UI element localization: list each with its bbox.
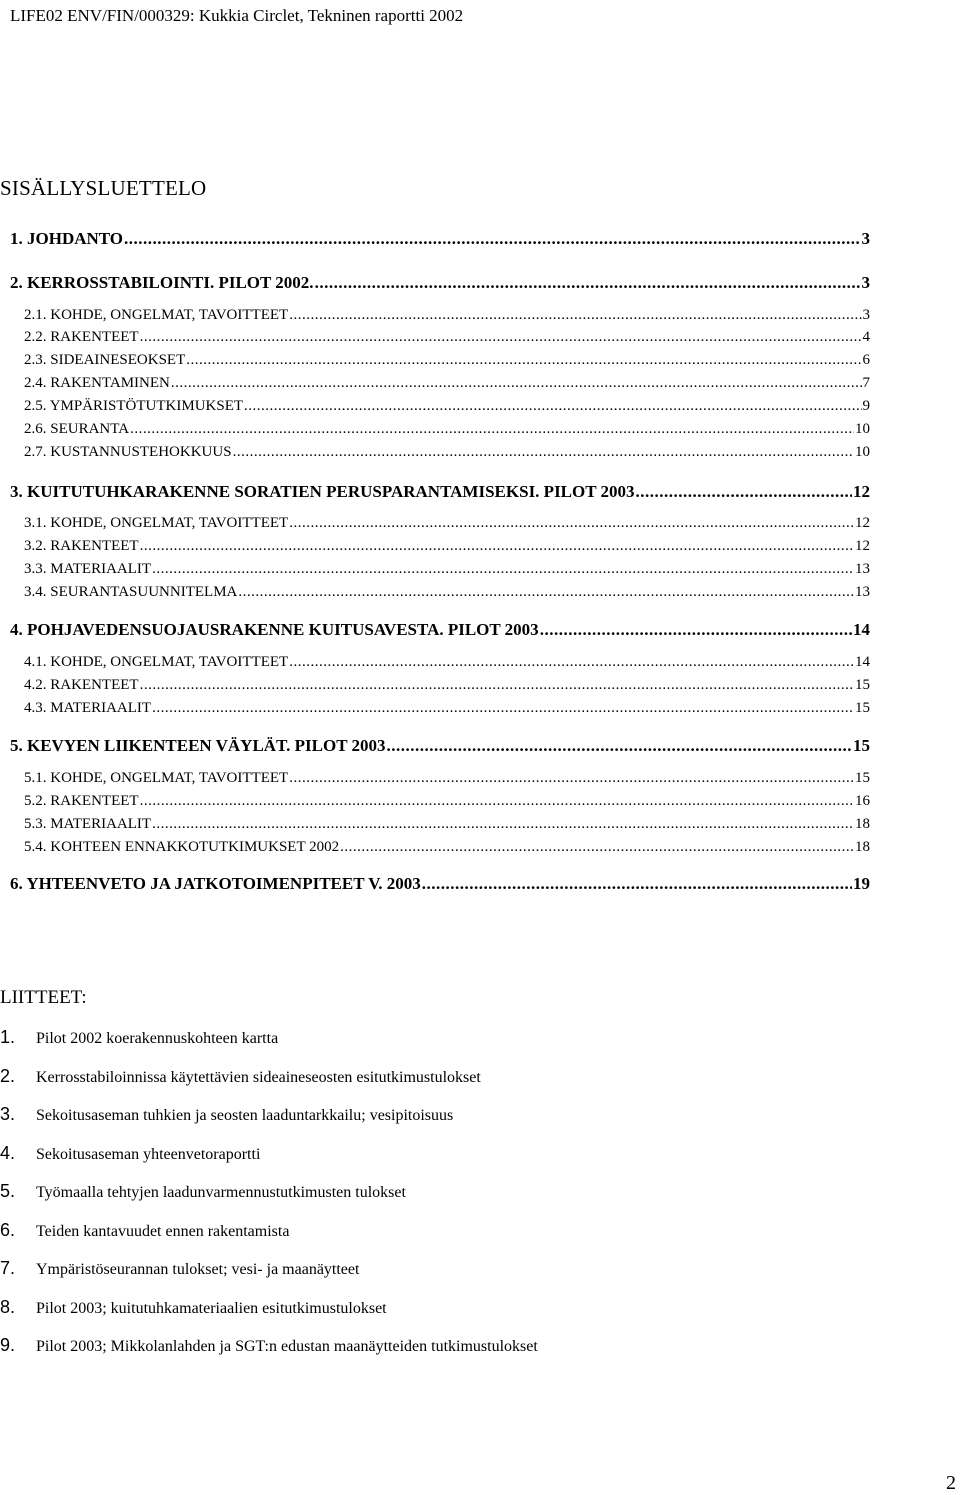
toc-dot-leader	[124, 229, 860, 249]
appendix-item	[0, 1258, 359, 1279]
toc-dot-leader	[152, 561, 854, 578]
toc-entry-page: 15	[853, 736, 870, 755]
appendix-text: Teiden kantavuudet ennen rakentamista	[36, 1223, 290, 1240]
toc-entry-title: 4.3. MATERIAALIT	[24, 700, 152, 716]
toc-entry-page: 12	[855, 538, 870, 554]
toc-dot-leader	[289, 654, 854, 671]
toc-entry-title: 4.2. RAKENTEET	[24, 677, 139, 693]
toc-entry-title: 3.3. MATERIAALIT	[24, 561, 152, 577]
appendix-text: Ympäristöseurannan tulokset; vesi- ja maanäytteet	[36, 1261, 360, 1278]
toc-dot-leader	[140, 329, 862, 346]
toc-entry-page: 14	[853, 620, 870, 639]
toc-entry-page: 18	[855, 816, 870, 832]
toc-entry-page: 15	[855, 677, 870, 693]
toc-entry-title: 2.3. SIDEAINESEOKSET	[24, 352, 186, 368]
toc-dot-leader	[171, 375, 862, 392]
toc-entry-title: 3.2. RAKENTEET	[24, 538, 139, 554]
appendix-item	[0, 1335, 538, 1356]
toc-dot-leader	[244, 398, 861, 415]
toc-dot-leader	[140, 677, 854, 694]
appendix-item	[0, 1027, 278, 1048]
appendix-number: 1.	[0, 1027, 16, 1047]
toc-dot-leader	[140, 793, 854, 810]
toc-entry[interactable]	[24, 700, 870, 722]
appendix-number: 8.	[0, 1297, 16, 1317]
page-number: 2	[946, 1472, 956, 1494]
toc-entry[interactable]	[10, 620, 870, 642]
appendix-text: Työmaalla tehtyjen laadunvarmennustutkimusten tulokset	[36, 1184, 406, 1201]
toc-entry-title: 2.6. SEURANTA	[24, 421, 130, 437]
toc-entry-page: 13	[855, 561, 870, 577]
appendix-text: Kerrosstabiloinnissa käytettävien sideaineseosten esitutkimustulokset	[36, 1069, 481, 1086]
toc-dot-leader	[238, 584, 854, 601]
toc-entry-page: 3	[861, 273, 870, 292]
toc-dot-leader	[289, 515, 854, 532]
toc-dot-leader	[340, 839, 854, 856]
appendix-item	[0, 1143, 260, 1164]
toc-entry-page: 19	[853, 874, 870, 893]
toc-dot-leader	[130, 421, 854, 438]
toc-entry[interactable]	[24, 561, 870, 583]
toc-entry-page: 3	[861, 229, 870, 248]
toc-entry-page: 10	[855, 421, 870, 437]
toc-dot-leader	[315, 273, 861, 293]
toc-entry-page: 15	[855, 700, 870, 716]
toc-entry-title: 2. KERROSSTABILOINTI. PILOT 2002.	[10, 273, 314, 292]
toc-dot-leader	[186, 352, 861, 369]
toc-entry[interactable]	[24, 398, 870, 420]
toc-entry-title: 4.1. KOHDE, ONGELMAT, TAVOITTEET	[24, 654, 289, 670]
toc-entry[interactable]	[24, 375, 870, 397]
toc-entry[interactable]	[24, 793, 870, 815]
toc-entry[interactable]	[24, 444, 870, 466]
appendix-number: 9.	[0, 1335, 16, 1355]
appendix-text: Sekoitusaseman yhteenvetoraportti	[36, 1146, 261, 1163]
toc-entry-page: 4	[862, 329, 870, 345]
toc-entry[interactable]	[24, 584, 870, 606]
toc-entry-title: 2.7. KUSTANNUSTEHOKKUUS	[24, 444, 232, 460]
toc-entry[interactable]	[24, 538, 870, 560]
toc-title: SISÄLLYSLUETTELO	[0, 176, 207, 200]
appendix-item	[0, 1066, 481, 1087]
appendix-text: Pilot 2003; kuitutuhkamateriaalien esitutkimustulokset	[36, 1300, 387, 1317]
toc-entry-page: 3	[862, 307, 870, 323]
toc-entry-title: 6. YHTEENVETO JA JATKOTOIMENPITEET V. 2003	[10, 874, 421, 893]
appendix-item	[0, 1220, 289, 1241]
toc-entry[interactable]	[10, 273, 870, 295]
toc-entry-title: 1. JOHDANTO	[10, 229, 124, 248]
toc-entry-title: 3. KUITUTUHKARAKENNE SORATIEN PERUSPARANTAMISEKSI. PILOT 2003	[10, 482, 635, 501]
toc-entry-page: 12	[855, 515, 870, 531]
toc-entry-page: 6	[862, 352, 870, 368]
toc-entry[interactable]	[10, 874, 870, 896]
toc-entry-page: 10	[855, 444, 870, 460]
toc-entry[interactable]	[24, 839, 870, 861]
toc-dot-leader	[152, 816, 854, 833]
toc-entry-title: 5.3. MATERIAALIT	[24, 816, 152, 832]
toc-entry-page: 14	[855, 654, 870, 670]
toc-dot-leader	[233, 444, 854, 461]
toc-entry[interactable]	[24, 421, 870, 443]
toc-entry-title: 3.4. SEURANTASUUNNITELMA	[24, 584, 238, 600]
toc-entry[interactable]	[10, 736, 870, 758]
appendix-number: 3.	[0, 1104, 16, 1124]
toc-entry-page: 15	[855, 770, 870, 786]
appendix-number: 5.	[0, 1181, 16, 1201]
toc-entry[interactable]	[24, 677, 870, 699]
appendix-text: Pilot 2003; Mikkolanlahden ja SGT:n edustan maanäytteiden tutkimustulokset	[36, 1338, 538, 1355]
toc-dot-leader	[289, 770, 854, 787]
toc-entry[interactable]	[24, 654, 870, 676]
toc-entry-title: 2.4. RAKENTAMINEN	[24, 375, 170, 391]
toc-entry-title: 2.1. KOHDE, ONGELMAT, TAVOITTEET	[24, 307, 289, 323]
document-header: LIFE02 ENV/FIN/000329: Kukkia Circlet, Tekninen raportti 2002	[10, 6, 464, 25]
toc-dot-leader	[289, 307, 861, 324]
toc-entry-page: 12	[853, 482, 870, 501]
toc-dot-leader	[152, 700, 854, 717]
toc-dot-leader	[140, 538, 854, 555]
toc-dot-leader	[387, 736, 853, 756]
appendix-text: Sekoitusaseman tuhkien ja seosten laaduntarkkailu; vesipitoisuus	[36, 1107, 454, 1124]
toc-entry-title: 5.4. KOHTEEN ENNAKKOTUTKIMUKSET 2002	[24, 839, 340, 855]
toc-dot-leader	[636, 482, 852, 502]
appendix-number: 7.	[0, 1258, 16, 1278]
toc-entry[interactable]	[24, 770, 870, 792]
toc-entry[interactable]	[24, 816, 870, 838]
toc-entry-title: 5.2. RAKENTEET	[24, 793, 139, 809]
toc-entry-title: 2.5. YMPÄRISTÖTUTKIMUKSET	[24, 398, 244, 414]
toc-entry-page: 9	[862, 398, 870, 414]
toc-entry[interactable]	[24, 307, 870, 329]
appendix-number: 4.	[0, 1143, 16, 1163]
toc-dot-leader	[422, 874, 852, 894]
toc-dot-leader	[540, 620, 852, 640]
toc-entry-title: 2.2. RAKENTEET	[24, 329, 139, 345]
appendix-item	[0, 1297, 387, 1318]
toc-entry[interactable]	[24, 515, 870, 537]
toc-entry-title: 4. POHJAVEDENSUOJAUSRAKENNE KUITUSAVESTA. PILOT 2003	[10, 620, 539, 639]
appendix-item	[0, 1181, 406, 1202]
toc-entry-page: 7	[862, 375, 870, 391]
toc-entry[interactable]	[24, 329, 870, 351]
toc-entry-page: 16	[855, 793, 870, 809]
toc-entry-title: 3.1. KOHDE, ONGELMAT, TAVOITTEET	[24, 515, 289, 531]
toc-entry[interactable]	[24, 352, 870, 374]
toc-entry-title: 5.1. KOHDE, ONGELMAT, TAVOITTEET	[24, 770, 289, 786]
toc-entry[interactable]	[10, 229, 870, 251]
toc-entry-page: 13	[855, 584, 870, 600]
toc-entry-page: 18	[855, 839, 870, 855]
appendix-number: 2.	[0, 1066, 16, 1086]
appendix-number: 6.	[0, 1220, 16, 1240]
appendix-text: Pilot 2002 koerakennuskohteen kartta	[36, 1030, 279, 1047]
toc-entry[interactable]	[10, 482, 870, 504]
appendices-title: LIITTEET:	[0, 987, 87, 1008]
appendix-item	[0, 1104, 453, 1125]
toc-entry-title: 5. KEVYEN LIIKENTEEN VÄYLÄT. PILOT 2003	[10, 736, 386, 755]
